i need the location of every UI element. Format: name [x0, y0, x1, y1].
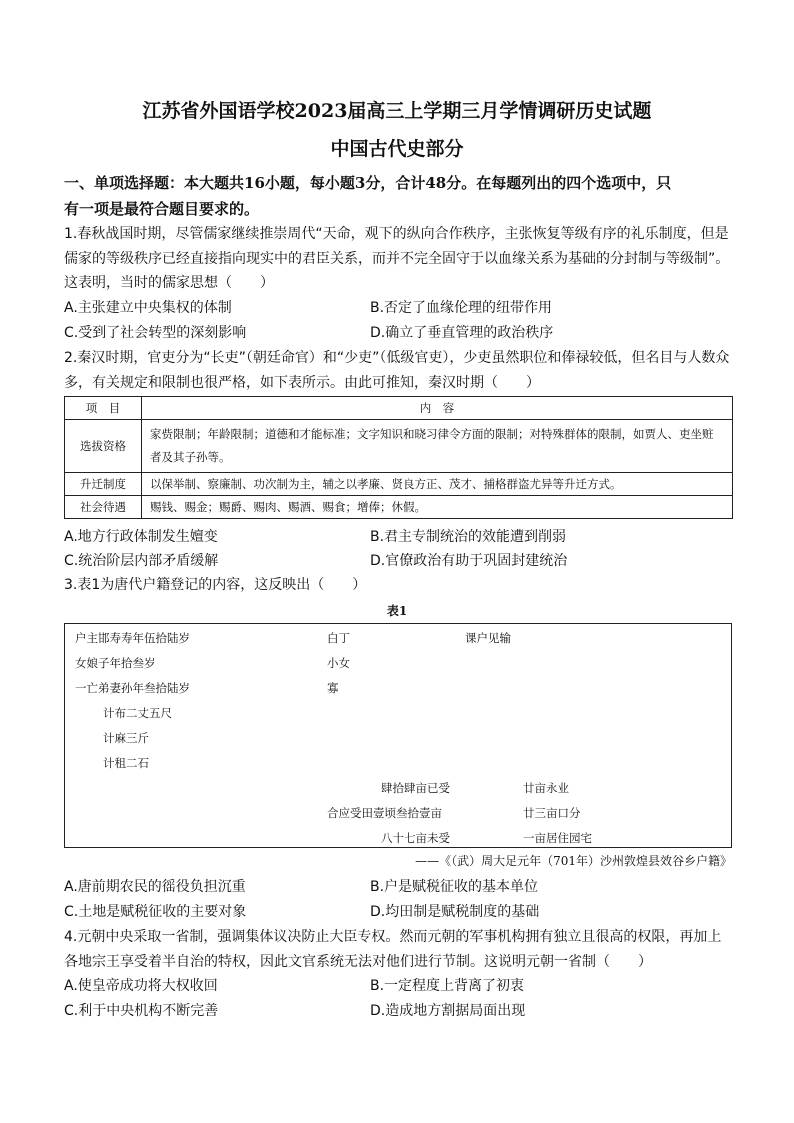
- register-source: ——《（武）周大足元年（701年）沙州敦煌县效谷乡户籍》: [415, 854, 732, 868]
- table-header-row: [65, 397, 733, 420]
- question-2-stem: 2.秦汉时期，官吏分为“长吏”（朝廷命官）和“少吏”（低级官吏），少吏虽然职位和俸禄较低，但名目与人数众多，有关规定和限制也很严格，如下表所示。由此可推知，秦汉时期（ ）: [64, 350, 730, 391]
- question-4-option-c[interactable]: C.利于中央机构不断完善: [64, 1003, 219, 1019]
- register-hemp: 计麻三斤: [103, 731, 149, 745]
- register-tax-status: 课户见输: [465, 631, 511, 645]
- register-land-received: 肆拾肆亩已受: [381, 781, 450, 795]
- question-3-option-b[interactable]: B.户是赋税征收的基本单位: [370, 879, 539, 895]
- table-cell-content: 家赀限制；年龄限制；道德和才能标准；文字知识和晓习律令方面的限制；对特殊群体的限制，如贾人、吏坐赃者及其子孙等。: [142, 420, 733, 473]
- table-row: [65, 496, 733, 519]
- table-cell-content: 赐钱、赐金；赐爵、赐肉、赐酒、赐食；增俸；休假。: [142, 496, 733, 519]
- question-1-option-a[interactable]: A.主张建立中央集权的体制: [64, 300, 232, 316]
- register-grain-tax: 计租二石: [103, 756, 149, 770]
- register-widow: 一亡弟妻孙年叁拾陆岁: [75, 681, 190, 695]
- question-4-stem: 4.元朝中央采取一省制，强调集体议决防止大臣专权。然而元朝的军事机构拥有独立且很高的权限，再加上各地宗王享受着半自治的特权，因此文官系统无法对他们进行节制。这说明元朝一省制（ ）: [64, 929, 722, 970]
- question-2-table: [64, 396, 733, 519]
- register-householder-status: 白丁: [327, 631, 350, 645]
- register-personal-share-land: 廿三亩口分: [523, 806, 581, 820]
- table-cell-label: 选拔资格: [65, 420, 142, 473]
- section-instruction-line1: 一、单项选择题：本大题共16小题，每小题3分，合计48分。在每题列出的四个选项中，只: [64, 174, 672, 192]
- question-4-option-b[interactable]: B.一定程度上背离了初衷: [370, 978, 525, 994]
- register-householder: 户主邯寿寿年伍拾陆岁: [75, 631, 190, 645]
- question-3-stem: 3.表1为唐代户籍登记的内容，这反映出（ ）: [64, 577, 367, 593]
- exam-title: 江苏省外国语学校2023届高三上学期三月学情调研历史试题: [142, 100, 652, 122]
- register-cloth: 计布二丈五尺: [103, 706, 172, 720]
- table-header-item: 项 目: [65, 397, 142, 420]
- register-widow-status: 寡: [327, 681, 339, 695]
- section-instruction: [64, 170, 732, 222]
- question-1-option-b[interactable]: B.否定了血缘伦理的纽带作用: [370, 300, 553, 316]
- question-2-option-b[interactable]: B.君主专制统治的效能遭到削弱: [370, 529, 567, 545]
- register-land-not-received: 八十七亩未受: [381, 831, 450, 845]
- register-daughter-status: 小女: [327, 656, 350, 670]
- question-3-option-a[interactable]: A.唐前期农民的徭役负担沉重: [64, 879, 246, 895]
- table-row: [65, 420, 733, 473]
- table-cell-label: 社会待遇: [65, 496, 142, 519]
- exam-subtitle: 中国古代史部分: [330, 138, 464, 160]
- question-4-option-a[interactable]: A.使皇帝成功将大权收回: [64, 978, 218, 994]
- table-1-caption: 表1: [386, 604, 408, 618]
- question-1-stem: 1.春秋战国时期，尽管儒家继续推崇周代“天命，观下的纵向合作秩序，主张恢复等级有序的礼乐制度，但是儒家的等级秩序已经直接指向现实中的君臣关系，而并不完全固守于以血缘关系为基础的分封制与等级制”。这表明，当时的儒家思想（ ）: [64, 226, 730, 291]
- register-residence-land: 一亩居住园宅: [523, 831, 592, 845]
- question-1-option-c[interactable]: C.受到了社会转型的深刻影响: [64, 325, 247, 341]
- register-daughter: 女娘子年拾叁岁: [75, 656, 156, 670]
- table-row: [65, 473, 733, 496]
- household-register-table: [64, 623, 732, 848]
- table-header-content: 内 容: [142, 397, 733, 420]
- question-2-option-c[interactable]: C.统治阶层内部矛盾缓解: [64, 553, 219, 569]
- register-land-due: 合应受田壹顷叁拾壹亩: [327, 806, 442, 820]
- question-3-option-c[interactable]: C.土地是赋税征收的主要对象: [64, 904, 247, 920]
- question-1-option-d[interactable]: D.确立了垂直管理的政治秩序: [370, 325, 554, 341]
- question-2-option-d[interactable]: D.官僚政治有助于巩固封建统治: [370, 553, 568, 569]
- question-3-option-d[interactable]: D.均田制是赋税制度的基础: [370, 904, 540, 920]
- question-4-option-d[interactable]: D.造成地方割据局面出现: [370, 1003, 526, 1019]
- table-cell-label: 升迁制度: [65, 473, 142, 496]
- table-cell-content: 以保举制、察廉制、功次制为主，辅之以孝廉、贤良方正、茂才、捕格群盗尤异等升迁方式。: [142, 473, 733, 496]
- question-2-option-a[interactable]: A.地方行政体制发生嬗变: [64, 529, 218, 545]
- register-permanent-land: 廿亩永业: [523, 781, 569, 795]
- section-instruction-line2: 有一项是最符合题目要求的。: [64, 200, 260, 218]
